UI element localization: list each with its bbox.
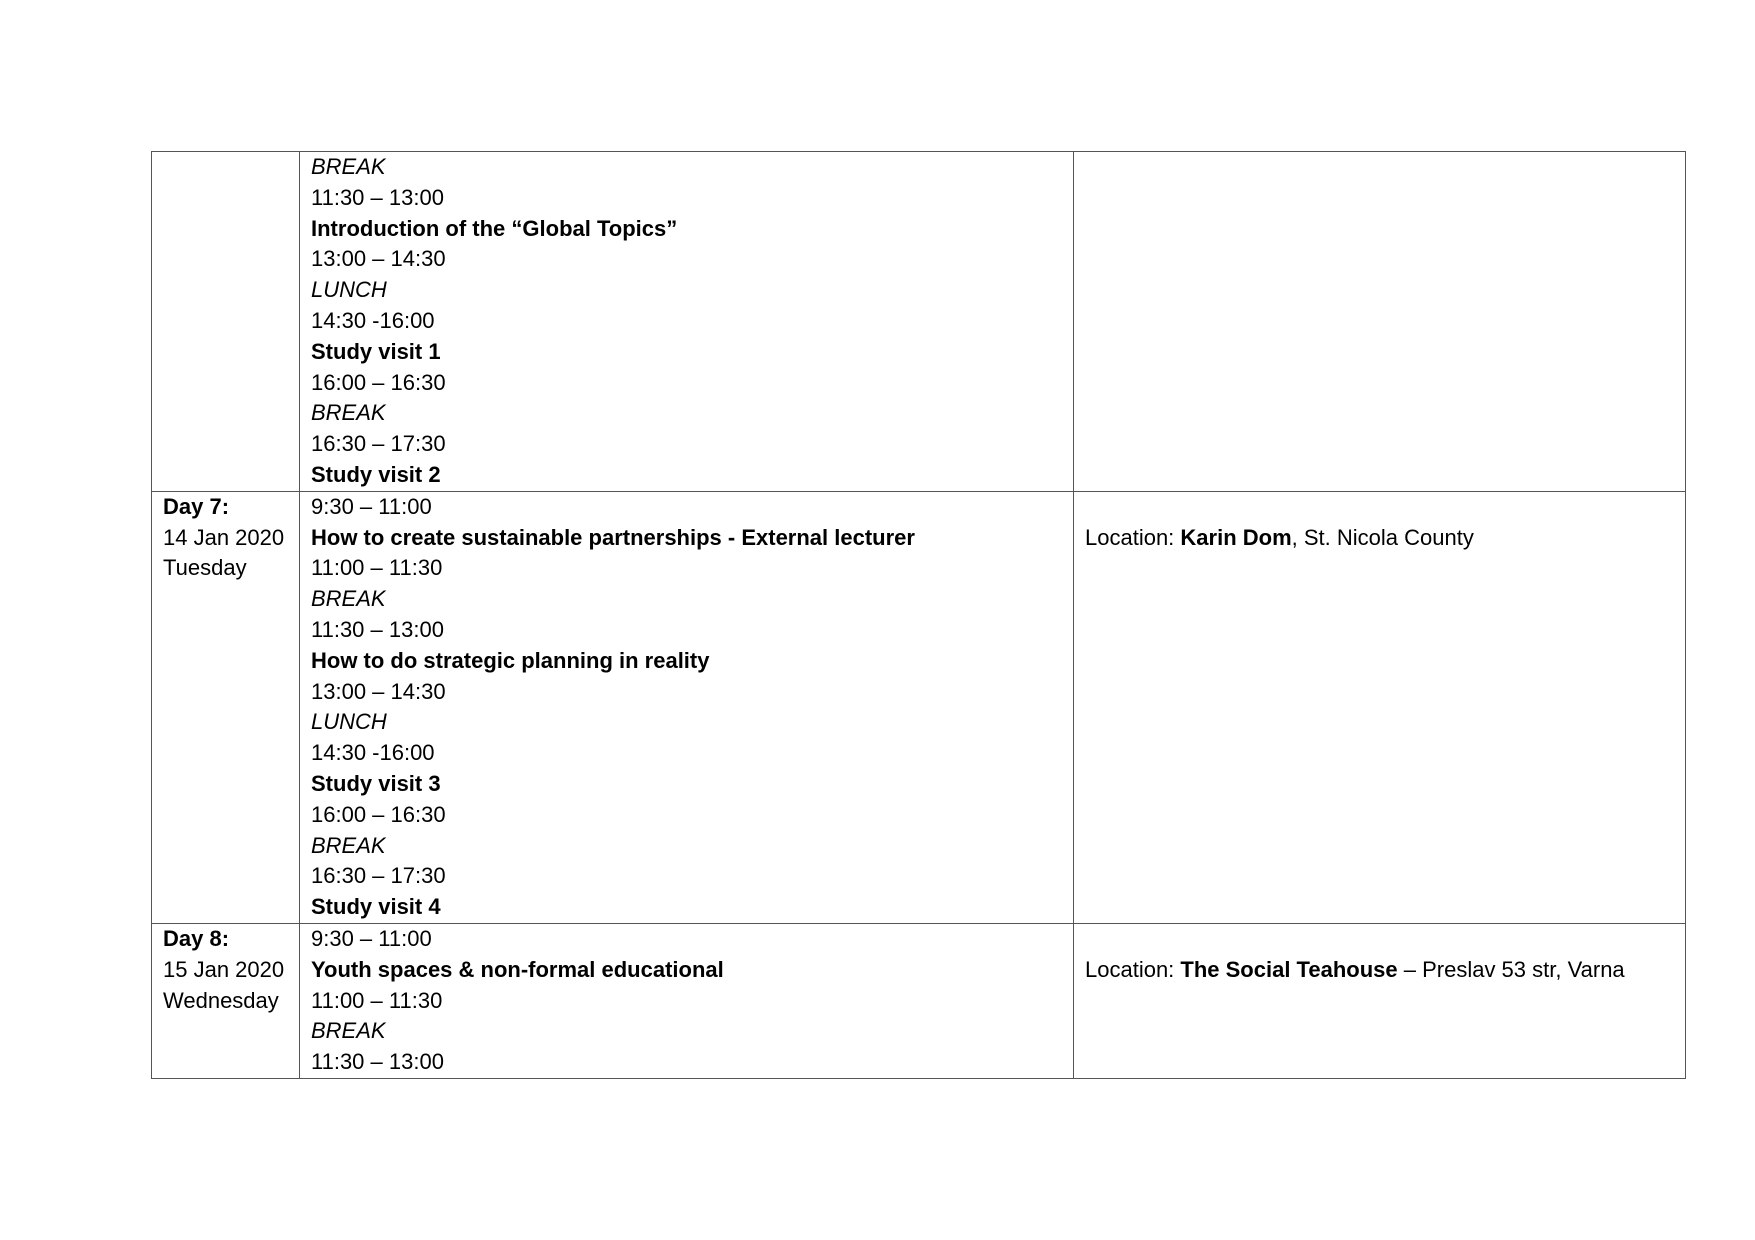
program-item: 16:00 – 16:30 bbox=[311, 801, 446, 827]
day-cell bbox=[152, 152, 300, 492]
program-item: 11:30 – 13:00 bbox=[311, 616, 444, 642]
location-suffix: – Preslav 53 str, Varna bbox=[1397, 956, 1625, 982]
program-item: Study visit 3 bbox=[311, 770, 441, 796]
program-item: Introduction of the “Global Topics” bbox=[311, 215, 678, 241]
program-item: 16:00 – 16:30 bbox=[311, 369, 446, 395]
day-date: 15 Jan 2020 bbox=[163, 956, 285, 982]
location-name: The Social Teahouse bbox=[1180, 956, 1398, 982]
program-item: BREAK bbox=[311, 1018, 386, 1044]
location-text bbox=[1085, 523, 1674, 554]
location-cell bbox=[1074, 923, 1686, 1078]
program-item: 14:30 -16:00 bbox=[311, 307, 435, 333]
day-weekday: Tuesday bbox=[163, 555, 247, 581]
program-item: 9:30 – 11:00 bbox=[311, 493, 432, 519]
location-prefix: Location: bbox=[1085, 956, 1181, 982]
program-item: 11:30 – 13:00 bbox=[311, 1049, 444, 1075]
program-item: BREAK bbox=[311, 832, 386, 858]
program-item: Study visit 4 bbox=[311, 894, 441, 920]
program-item: 9:30 – 11:00 bbox=[311, 925, 432, 951]
location-name: Karin Dom bbox=[1180, 524, 1292, 550]
day-cell bbox=[152, 491, 300, 923]
location-prefix: Location: bbox=[1085, 524, 1181, 550]
program-item: Study visit 1 bbox=[311, 338, 441, 364]
table-row bbox=[152, 152, 1686, 492]
location-cell bbox=[1074, 152, 1686, 492]
program-item: BREAK bbox=[311, 586, 386, 612]
location-cell bbox=[1074, 491, 1686, 923]
table-row bbox=[152, 923, 1686, 1078]
program-item: LUNCH bbox=[311, 709, 387, 735]
program-item: Youth spaces & non-formal educational bbox=[311, 956, 724, 982]
program-cell bbox=[300, 491, 1074, 923]
program-item: 13:00 – 14:30 bbox=[311, 246, 446, 272]
table-row bbox=[152, 491, 1686, 923]
program-item: 11:00 – 11:30 bbox=[311, 987, 443, 1013]
program-item: 16:30 – 17:30 bbox=[311, 863, 446, 889]
day-date: 14 Jan 2020 bbox=[163, 524, 285, 550]
program-item: 14:30 -16:00 bbox=[311, 740, 435, 766]
program-item: BREAK bbox=[311, 154, 386, 179]
location-suffix: , St. Nicola County bbox=[1291, 524, 1474, 550]
program-item: 11:30 – 13:00 bbox=[311, 184, 444, 210]
program-item: Study visit 2 bbox=[311, 461, 441, 487]
program-item: How to create sustainable partnerships - External lecturer bbox=[311, 524, 915, 550]
location-text bbox=[1085, 955, 1674, 986]
day-label: Day 8: bbox=[163, 925, 230, 951]
program-cell bbox=[300, 152, 1074, 492]
program-item: How to do strategic planning in reality bbox=[311, 647, 710, 673]
program-item: BREAK bbox=[311, 400, 386, 426]
program-cell bbox=[300, 923, 1074, 1078]
day-cell bbox=[152, 923, 300, 1078]
schedule-table bbox=[151, 151, 1686, 1079]
day-weekday: Wednesday bbox=[163, 987, 279, 1013]
program-item: 13:00 – 14:30 bbox=[311, 678, 446, 704]
program-item: 16:30 – 17:30 bbox=[311, 431, 446, 457]
day-label: Day 7: bbox=[163, 493, 230, 519]
program-item: 11:00 – 11:30 bbox=[311, 555, 443, 581]
program-item: LUNCH bbox=[311, 277, 387, 303]
